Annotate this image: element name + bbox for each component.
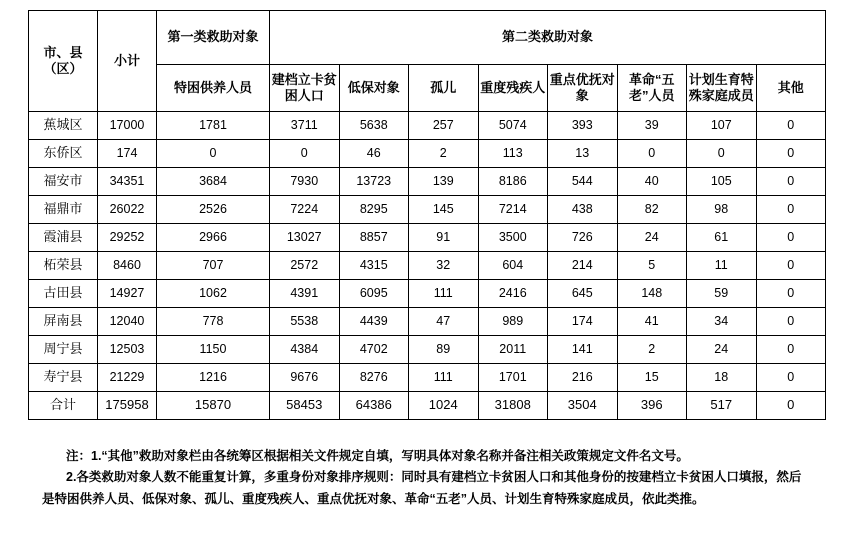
- cell: 64386: [339, 392, 409, 420]
- header-group-one: 第一类救助对象: [157, 11, 270, 65]
- cell: 2572: [270, 252, 340, 280]
- note-line-1: 注：1.“其他”救助对象栏由各统筹区根据相关文件规定自填，写明具体对象名称并备注相关政策规定文件名文号。: [66, 449, 689, 463]
- cell: 1216: [157, 364, 270, 392]
- cell: 3711: [270, 112, 340, 140]
- cell: 438: [548, 196, 618, 224]
- cell: 257: [409, 112, 479, 140]
- cell: 13027: [270, 224, 340, 252]
- cell: 113: [478, 140, 548, 168]
- cell: 41: [617, 308, 687, 336]
- cell: 9676: [270, 364, 340, 392]
- table-row-total: [29, 392, 826, 420]
- row-label: 福安市: [29, 168, 98, 196]
- table-notes: [28, 446, 826, 510]
- row-label: 东侨区: [29, 140, 98, 168]
- cell: 5074: [478, 112, 548, 140]
- table-body: [29, 112, 826, 420]
- table-header: [29, 11, 826, 112]
- cell: 98: [687, 196, 757, 224]
- cell: 26022: [98, 196, 157, 224]
- cell: 7224: [270, 196, 340, 224]
- row-label: 福鼎市: [29, 196, 98, 224]
- cell: 105: [687, 168, 757, 196]
- table-row: [29, 224, 826, 252]
- row-label: 寿宁县: [29, 364, 98, 392]
- cell: 4384: [270, 336, 340, 364]
- row-label: 古田县: [29, 280, 98, 308]
- cell: 393: [548, 112, 618, 140]
- cell: 4391: [270, 280, 340, 308]
- cell: 11: [687, 252, 757, 280]
- cell: 0: [756, 392, 826, 420]
- header-sub-3: 孤儿: [409, 65, 479, 112]
- header-row-top: [29, 11, 826, 65]
- table-row: [29, 280, 826, 308]
- cell: 6095: [339, 280, 409, 308]
- cell: 0: [687, 140, 757, 168]
- cell: 0: [756, 280, 826, 308]
- note-line-3: 是特困供养人员、低保对象、孤儿、重度残疾人、重点优抚对象、革命“五老”人员、计划生育特殊家庭成员，依此类推。: [42, 491, 705, 506]
- cell: 46: [339, 140, 409, 168]
- cell: 1701: [478, 364, 548, 392]
- cell: 59: [687, 280, 757, 308]
- cell: 8295: [339, 196, 409, 224]
- cell: 34: [687, 308, 757, 336]
- cell: 8857: [339, 224, 409, 252]
- cell: 12040: [98, 308, 157, 336]
- cell: 47: [409, 308, 479, 336]
- cell: 604: [478, 252, 548, 280]
- header-sub-2: 低保对象: [339, 65, 409, 112]
- cell: 3684: [157, 168, 270, 196]
- table-row: [29, 112, 826, 140]
- row-label: 蕉城区: [29, 112, 98, 140]
- cell: 111: [409, 364, 479, 392]
- cell: 3500: [478, 224, 548, 252]
- cell: 0: [756, 168, 826, 196]
- cell: 214: [548, 252, 618, 280]
- cell: 40: [617, 168, 687, 196]
- header-region: 市、县（区）: [29, 11, 98, 112]
- cell: 4315: [339, 252, 409, 280]
- cell: 21229: [98, 364, 157, 392]
- cell: 0: [756, 112, 826, 140]
- cell: 989: [478, 308, 548, 336]
- cell: 148: [617, 280, 687, 308]
- cell: 5538: [270, 308, 340, 336]
- cell: 82: [617, 196, 687, 224]
- cell: 8460: [98, 252, 157, 280]
- cell: 0: [756, 252, 826, 280]
- cell: 175958: [98, 392, 157, 420]
- table-row: [29, 336, 826, 364]
- cell: 24: [617, 224, 687, 252]
- assistance-statistics-table: [28, 10, 826, 420]
- header-total: 小计: [98, 11, 157, 112]
- table-row: [29, 308, 826, 336]
- cell: 91: [409, 224, 479, 252]
- cell: 2526: [157, 196, 270, 224]
- cell: 15870: [157, 392, 270, 420]
- header-sub-6: 革命“五老”人员: [617, 65, 687, 112]
- row-label: 周宁县: [29, 336, 98, 364]
- note-line-2: 2.各类救助对象人数不能重复计算，多重身份对象排序规则：同时具有建档立卡贫困人口和其他身份的按建档立卡贫困人口填报，然后: [66, 470, 802, 485]
- cell: 17000: [98, 112, 157, 140]
- cell: 29252: [98, 224, 157, 252]
- header-sub-8: 其他: [756, 65, 826, 112]
- cell: 0: [617, 140, 687, 168]
- cell: 8186: [478, 168, 548, 196]
- cell: 61: [687, 224, 757, 252]
- cell: 5: [617, 252, 687, 280]
- cell: 58453: [270, 392, 340, 420]
- cell: 0: [756, 196, 826, 224]
- cell: 111: [409, 280, 479, 308]
- cell: 0: [157, 140, 270, 168]
- table-row: [29, 196, 826, 224]
- cell: 34351: [98, 168, 157, 196]
- cell: 0: [756, 224, 826, 252]
- cell: 18: [687, 364, 757, 392]
- cell: 24: [687, 336, 757, 364]
- row-label: 屏南县: [29, 308, 98, 336]
- cell: 4439: [339, 308, 409, 336]
- cell: 13723: [339, 168, 409, 196]
- cell: 1781: [157, 112, 270, 140]
- cell: 31808: [478, 392, 548, 420]
- cell: 32: [409, 252, 479, 280]
- table-row: [29, 140, 826, 168]
- cell: 15: [617, 364, 687, 392]
- cell: 0: [756, 364, 826, 392]
- header-sub-5: 重点优抚对象: [548, 65, 618, 112]
- header-sub-4: 重度残疾人: [478, 65, 548, 112]
- cell: 39: [617, 112, 687, 140]
- cell: 544: [548, 168, 618, 196]
- cell: 12503: [98, 336, 157, 364]
- header-sub-0: 特困供养人员: [157, 65, 270, 112]
- cell: 145: [409, 196, 479, 224]
- cell: 174: [98, 140, 157, 168]
- cell: 5638: [339, 112, 409, 140]
- cell: 1150: [157, 336, 270, 364]
- cell: 14927: [98, 280, 157, 308]
- cell: 0: [756, 336, 826, 364]
- cell: 2: [617, 336, 687, 364]
- table-row: [29, 252, 826, 280]
- cell: 107: [687, 112, 757, 140]
- cell: 8276: [339, 364, 409, 392]
- cell: 396: [617, 392, 687, 420]
- header-sub-7: 计划生育特殊家庭成员: [687, 65, 757, 112]
- cell: 645: [548, 280, 618, 308]
- cell: 707: [157, 252, 270, 280]
- cell: 778: [157, 308, 270, 336]
- cell: 0: [270, 140, 340, 168]
- header-sub-1: 建档立卡贫困人口: [270, 65, 340, 112]
- cell: 7214: [478, 196, 548, 224]
- table-row: [29, 364, 826, 392]
- row-label: 霞浦县: [29, 224, 98, 252]
- cell: 1062: [157, 280, 270, 308]
- cell: 4702: [339, 336, 409, 364]
- row-label: 合计: [29, 392, 98, 420]
- cell: 0: [756, 308, 826, 336]
- cell: 2011: [478, 336, 548, 364]
- cell: 3504: [548, 392, 618, 420]
- cell: 1024: [409, 392, 479, 420]
- cell: 141: [548, 336, 618, 364]
- table-row: [29, 168, 826, 196]
- row-label: 柘荣县: [29, 252, 98, 280]
- cell: 517: [687, 392, 757, 420]
- cell: 726: [548, 224, 618, 252]
- cell: 13: [548, 140, 618, 168]
- cell: 2416: [478, 280, 548, 308]
- cell: 139: [409, 168, 479, 196]
- header-group-two: 第二类救助对象: [270, 11, 826, 65]
- cell: 7930: [270, 168, 340, 196]
- cell: 89: [409, 336, 479, 364]
- cell: 2966: [157, 224, 270, 252]
- cell: 216: [548, 364, 618, 392]
- cell: 2: [409, 140, 479, 168]
- cell: 174: [548, 308, 618, 336]
- cell: 0: [756, 140, 826, 168]
